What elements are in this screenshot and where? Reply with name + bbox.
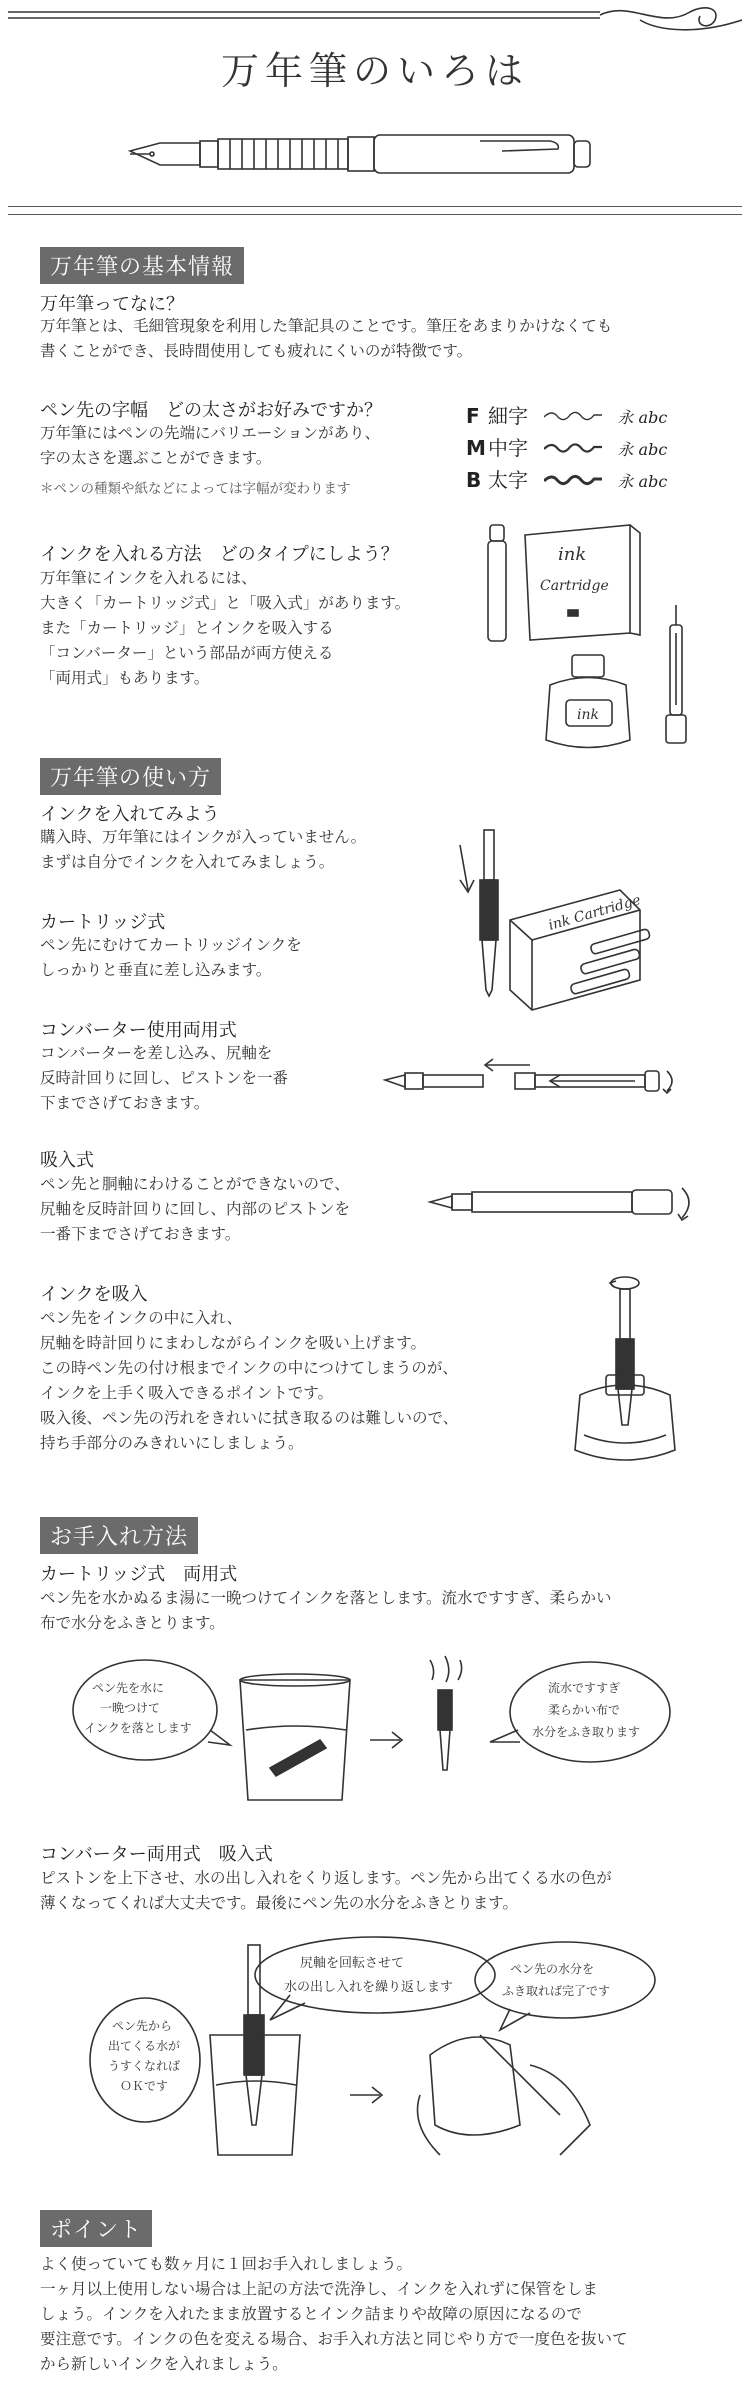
svg-text:うすくなれば: うすくなれば	[108, 2059, 181, 2073]
svg-text:ink: ink	[577, 707, 599, 723]
nib-row-b: B 太字 永 abc	[466, 468, 668, 492]
svg-text:一晩つけて: 一晩つけて	[100, 1701, 161, 1715]
svg-text:ＯＫです: ＯＫです	[120, 2079, 169, 2093]
heading-what: 万年筆ってなに？	[40, 294, 184, 315]
ink-types-illustration	[480, 515, 720, 760]
text-point-4: 要注意です。インクの色を変える場合、お手入れ方法と同じやり方で一度色を抜いて	[40, 2330, 628, 2348]
text-what-1: 万年筆とは、毛細管現象を利用した筆記具のことです。筆圧をあまりかけなくても	[40, 317, 613, 335]
text-suck-2: 尻軸を時計回りにまわしながらインクを吸い上げます。	[40, 1334, 426, 1352]
heading-suck: インクを吸入	[40, 1284, 148, 1305]
cartridge-insert-illustration	[440, 820, 700, 1020]
svg-text:インクを落とします: インクを落とします	[84, 1721, 192, 1735]
text-care-converter-2: 薄くなってくれば大丈夫です。最後にペン先の水分をふきとります。	[40, 1894, 519, 1912]
heading-nib: ペン先の字幅 どの太さがお好みですか？	[40, 400, 382, 421]
svg-text:ink Cartridge: ink Cartridge	[546, 892, 643, 934]
text-nib-1: 万年筆にはペンの先端にバリエーションがあり、	[40, 424, 381, 442]
text-point-3: しょう。インクを入れたまま放置するとインク詰まりや故障の原因になるので	[40, 2305, 582, 2323]
text-piston-3: 一番下までさげておきます。	[40, 1225, 241, 1243]
text-nib-2: 字の太さを選ぶことができます。	[40, 449, 272, 467]
svg-text:Cartridge: Cartridge	[540, 578, 609, 594]
text-suck-6: 持ち手部分のみきれいにしましょう。	[40, 1434, 304, 1452]
section-label-usage: 万年筆の使い方	[40, 758, 221, 795]
section-label-basic: 万年筆の基本情報	[40, 247, 244, 284]
text-suck-4: インクを上手く吸入できるポイントです。	[40, 1384, 333, 1402]
piston-illustration	[430, 1170, 710, 1230]
heading-ink: インクを入れる方法 どのタイプにしよう？	[40, 544, 399, 565]
text-cartridge-2: しっかりと垂直に差し込みます。	[40, 961, 272, 979]
nib-row-m: M 中字 永 abc	[466, 436, 668, 460]
top-flourish	[0, 0, 750, 40]
text-piston-1: ペン先と胴軸にわけることができないので、	[40, 1175, 350, 1193]
ink-suck-illustration	[570, 1275, 690, 1475]
heading-care-cartridge: カートリッジ式 両用式	[40, 1564, 238, 1585]
care-cartridge-illustration	[70, 1650, 690, 1820]
text-piston-2: 尻軸を反時計回りに回し、内部のピストンを	[40, 1200, 351, 1218]
svg-text:ペン先の水分を: ペン先の水分を	[510, 1962, 595, 1976]
text-ink-1: 万年筆にインクを入れるには、	[40, 569, 257, 587]
text-point-1: よく使っていても数ヶ月に１回お手入れしましょう。	[40, 2255, 413, 2273]
fountain-pen-illustration	[130, 125, 630, 185]
heading-care-converter: コンバーター両用式 吸入式	[40, 1844, 273, 1865]
svg-text:尻軸を回転させて: 尻軸を回転させて	[300, 1956, 405, 1971]
heading-converter: コンバーター使用両用式	[40, 1020, 237, 1041]
nib-row-f: F 細字 永 abc	[466, 404, 668, 428]
heading-cartridge: カートリッジ式	[40, 912, 166, 933]
text-intro-1: 購入時、万年筆にはインクが入っていません。	[40, 828, 367, 846]
care-converter-illustration	[90, 1925, 690, 2175]
heading-piston: 吸入式	[40, 1150, 94, 1171]
text-ink-5: 「両用式」もあります。	[40, 669, 210, 687]
text-care-converter-1: ピストンを上下させ、水の出し入れをくり返します。ペン先から出てくる水の色が	[40, 1869, 612, 1887]
converter-illustration	[385, 1045, 685, 1105]
svg-text:ペン先を水に: ペン先を水に	[92, 1681, 165, 1695]
text-ink-2: 大きく「カートリッジ式」と「吸入式」があります。	[40, 594, 411, 612]
heading-intro: インクを入れてみよう	[40, 804, 220, 825]
text-intro-2: まずは自分でインクを入れてみましょう。	[40, 853, 335, 871]
text-ink-3: また「カートリッジ」とインクを吸入する	[40, 619, 334, 637]
svg-text:ink: ink	[558, 544, 587, 565]
text-cartridge-1: ペン先にむけてカートリッジインクを	[40, 936, 302, 954]
text-what-2: 書くことができ、長時間使用しても疲れにくいのが特徴です。	[40, 342, 473, 360]
text-ink-4: 「コンバーター」という部品が両方使える	[40, 644, 334, 662]
text-care-cartridge-2: 布で水分をふきとります。	[40, 1614, 225, 1632]
text-suck-1: ペン先をインクの中に入れ、	[40, 1309, 243, 1327]
svg-text:ペン先から: ペン先から	[112, 2019, 173, 2033]
page-title: 万年筆のいろは	[220, 49, 529, 93]
svg-text:水の出し入れを繰り返します: 水の出し入れを繰り返します	[284, 1980, 454, 1995]
svg-text:水分をふき取ります: 水分をふき取ります	[532, 1725, 641, 1739]
text-suck-5: 吸入後、ペン先の汚れをきれいに拭き取るのは難しいので、	[40, 1409, 459, 1427]
note-nib: ＊ペンの種類や紙などによっては字幅が変わります	[40, 481, 351, 497]
svg-text:ふき取れば完了です: ふき取れば完了です	[502, 1984, 611, 1998]
svg-text:出てくる水が: 出てくる水が	[108, 2039, 181, 2053]
section-label-care: お手入れ方法	[40, 1517, 198, 1554]
text-point-2: 一ヶ月以上使用しない場合は上記の方法で洗浄し、インクを入れずに保管をしま	[40, 2280, 598, 2298]
text-converter-3: 下までさげておきます。	[40, 1094, 210, 1112]
text-care-cartridge-1: ペン先を水かぬるま湯に一晩つけてインクを落とします。流水ですすぎ、柔らかい	[40, 1589, 612, 1607]
section-label-point: ポイント	[40, 2210, 152, 2247]
text-converter-2: 反時計回りに回し、ピストンを一番	[40, 1069, 289, 1087]
svg-text:流水ですすぎ: 流水ですすぎ	[548, 1681, 621, 1695]
text-converter-1: コンバーターを差し込み、尻軸を	[40, 1044, 273, 1062]
svg-text:柔らかい布で: 柔らかい布で	[548, 1703, 621, 1717]
text-suck-3: この時ペン先の付け根までインクの中につけてしまうのが、	[40, 1359, 458, 1377]
text-point-5: から新しいインクを入れましょう。	[40, 2355, 288, 2373]
